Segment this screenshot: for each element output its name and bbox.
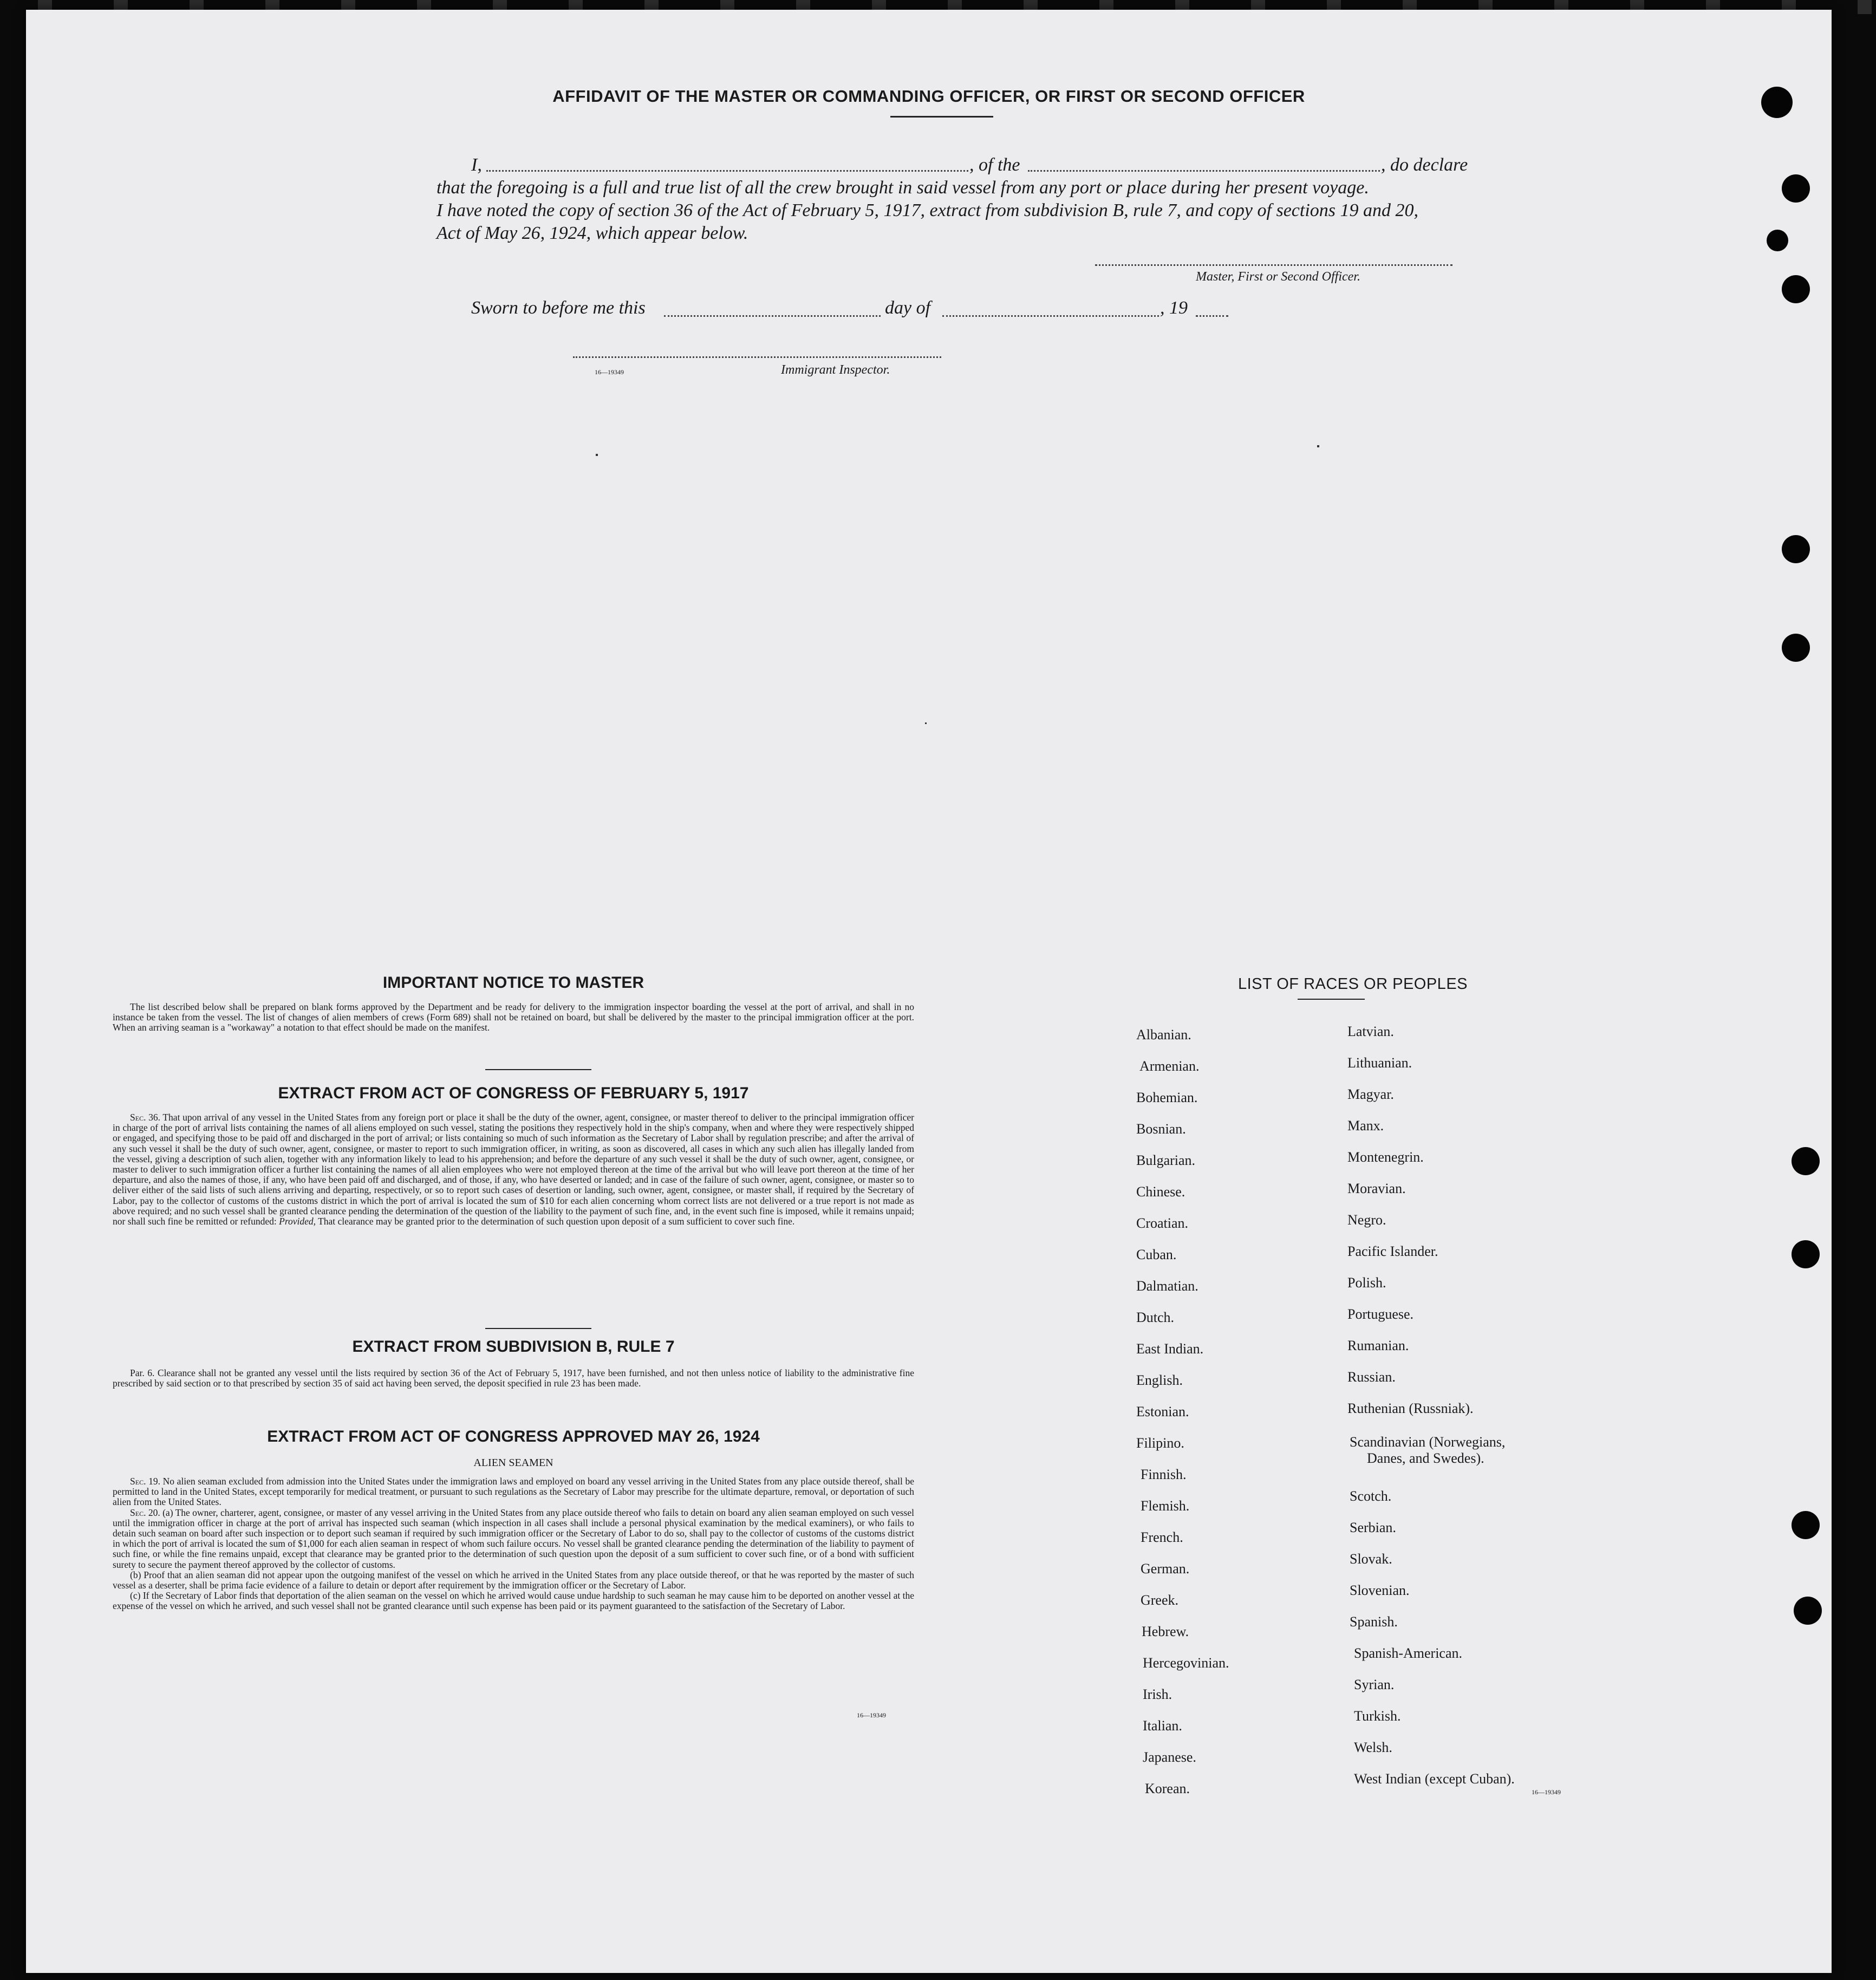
race-item: Bosnian.	[1136, 1121, 1186, 1137]
binder-hole	[1792, 1147, 1820, 1175]
race-item: Moravian.	[1347, 1181, 1406, 1196]
race-item: Danes, and Swedes).	[1367, 1450, 1484, 1466]
sec-36-label: Sec. 36.	[130, 1112, 160, 1123]
races-title: LIST OF RACES OR PEOPLES	[1237, 975, 1468, 993]
binder-hole	[1794, 1597, 1822, 1625]
race-item: Russian.	[1347, 1369, 1396, 1385]
binder-hole	[1782, 275, 1810, 303]
binder-hole	[1792, 1240, 1820, 1268]
race-item: Slovak.	[1350, 1551, 1392, 1567]
sec-19-label: Sec. 19.	[130, 1476, 160, 1487]
race-item: Montenegrin.	[1347, 1149, 1424, 1165]
race-item: Korean.	[1145, 1781, 1190, 1796]
extract-1924-title: EXTRACT FROM ACT OF CONGRESS APPROVED MAY 26, 1924	[267, 1428, 760, 1445]
affidavit-line-1-of: , of the	[969, 155, 1020, 175]
speck	[925, 722, 927, 724]
extract-1917-title: EXTRACT FROM ACT OF CONGRESS OF FEBRUARY 5, 1917	[278, 1084, 749, 1102]
affidavit-line-3: I have noted the copy of section 36 of the Act of February 5, 1917, extract from subdivision B, rule 7, and copy of sections 19 and 20,	[437, 200, 1419, 220]
form-number-races: 16—19349	[1532, 1788, 1561, 1796]
sworn-day-blank[interactable]	[664, 315, 881, 317]
sec-20-label: Sec. 20.	[130, 1507, 160, 1518]
affidavit-line-4: Act of May 26, 1924, which appear below.	[437, 223, 748, 243]
sec-36-text: That upon arrival of any vessel in the United States from any foreign port or place it shall be the duty of the owner, agent, consignee, or master thereof to deliver to the principal immigration officer in charge of the port of arrival lists containing the names of all aliens employed on such vessel, stating the positions they respectively hold in the ship's company, when and where they were respectively shipped or engaged, and specifying those to be paid off and discharged in the port of arrival; or lists containing so much of such information as the Secretary of Labor shall by regulation prescribe; and after the arrival of any such vessel it shall be the duty of such owner, agent, consignee, or master to report to such immigration officer, in writing, as soon as discovered, all cases in which any such alien has illegally landed from the vessel, giving a description of such alien, together with any information likely to lead to his apprehension; and before the departure of any such vessel it shall be the duty of such owner, agent, consignee, or master to deliver to such immigration officer a further list containing the names of all alien employees who were not employed thereon at the time of the arrival but who will leave port thereon at the time of her departure, and also the names of those, if any, who have been paid off and discharged, and of those, if any, who have deserted or landed; and in case of the failure of such owner, agent, consignee, or master so to deliver either of the said lists of such aliens arriving and departing, respectively, or so to report such cases of desertion or landing, such owner, agent, consignee, or master shall, if required by the Secretary of Labor, pay to the collector of customs of the customs district in which the port of arrival is located the sum of $10 for each alien concerning whom correct lists are not delivered or a true report is not made as above required; and no such vessel shall be granted clearance pending the determination of the question of the liability to the payment of such fine, and, in the event such fine is imposed, while it remains unpaid; nor shall such fine be remitted or refunded:	[113, 1112, 914, 1227]
year-text: , 19	[1160, 298, 1188, 318]
race-item: Turkish.	[1354, 1708, 1401, 1724]
race-item: Japanese.	[1143, 1749, 1196, 1765]
extract-1917-body	[113, 1112, 914, 1227]
signature-caption: Master, First or Second Officer.	[1196, 270, 1360, 284]
race-item: Scandinavian (Norwegians,	[1350, 1434, 1506, 1450]
form-number-left: 16—19349	[857, 1711, 886, 1719]
race-item: Hebrew.	[1142, 1624, 1189, 1639]
race-item: English.	[1136, 1372, 1183, 1388]
race-item: Portuguese.	[1347, 1306, 1414, 1322]
proviso-text: That clearance may be granted prior to the determination of such question upon deposit of a sum sufficient to cover such fine.	[318, 1216, 795, 1227]
binder-hole	[1792, 1511, 1820, 1539]
affidavit-line-2: that the foregoing is a full and true list of all the crew brought in said vessel from any port or place during her present voyage.	[437, 178, 1369, 198]
race-item: West Indian (except Cuban).	[1354, 1771, 1515, 1787]
race-item: Cuban.	[1136, 1247, 1177, 1262]
race-item: Estonian.	[1136, 1404, 1189, 1419]
form-number-top: 16—19349	[595, 368, 624, 376]
race-item: Magyar.	[1347, 1086, 1394, 1102]
race-item: Dalmatian.	[1136, 1278, 1198, 1294]
race-item: Scotch.	[1350, 1488, 1392, 1504]
race-item: Croatian.	[1136, 1215, 1189, 1231]
race-item: Irish.	[1143, 1686, 1172, 1702]
races-title-rule	[1298, 999, 1365, 1000]
extract-rule7-title: EXTRACT FROM SUBDIVISION B, RULE 7	[352, 1338, 675, 1356]
race-item: Filipino.	[1136, 1435, 1184, 1451]
document-page	[26, 10, 1832, 1973]
binder-hole	[1761, 87, 1793, 118]
title-rule	[890, 116, 993, 118]
binder-hole	[1782, 535, 1810, 563]
affidavit-line-1-i: I,	[471, 155, 482, 175]
notice-paragraph: The list described below shall be prepared on blank forms approved by the Department and be ready for delivery to the immigration inspector boarding the vessel at the port of arrival, and shall in no instance be taken from the vessel. The list of changes of alien members of crews (Form 689) shall not be retained on board, but shall be delivered by the master to the principal immigration officer at the port. When an arriving seaman is a "workaway" a notation to that effect should be made on the manifest.	[113, 1001, 914, 1033]
race-item: Welsh.	[1354, 1740, 1392, 1755]
extract-rule7-body	[113, 1368, 914, 1389]
notice-title: IMPORTANT NOTICE TO MASTER	[382, 974, 644, 992]
race-item: Bulgarian.	[1136, 1152, 1196, 1168]
speck	[596, 454, 598, 456]
race-item: Greek.	[1141, 1592, 1179, 1608]
race-item: Dutch.	[1136, 1310, 1175, 1325]
race-item: French.	[1141, 1529, 1183, 1545]
binder-hole	[1767, 230, 1788, 251]
proviso-label: Provided,	[279, 1216, 316, 1227]
signature-blank[interactable]	[1095, 264, 1452, 266]
sec-20a-text: (a) The owner, charterer, agent, consignee, or master of any vessel arriving in the United States from any place outside thereof who fails to detain on board any alien seaman employed on such vessel until the immigration officer in charge at the port of arrival has inspected such seaman (which inspection in all cases shall include a personal physical examination by the medical examiners), or who fails to detain such seaman on board after such inspection or to deport such seaman if required by such immigration officer or the Secretary of Labor to do so, shall pay to the collector of customs of the customs district in which the port of arrival is located the sum of $1,000 for each alien seaman in respect of whom such failure occurs. No vessel shall be granted clearance pending the determination of the liability to payment of such fine, or while the fine remains unpaid, except that clearance may be granted prior to the determination of such question upon the deposit of a sum sufficient to cover such fine, or of a bond with sufficient surety to secure the payment thereof approved by the collector of customs.	[113, 1507, 914, 1570]
race-item: Manx.	[1347, 1118, 1384, 1134]
vessel-blank[interactable]	[1028, 170, 1380, 172]
race-item: Serbian.	[1350, 1520, 1396, 1535]
name-blank[interactable]	[486, 170, 968, 172]
rule7-paragraph: Par. 6. Clearance shall not be granted any vessel until the lists required by section 36 of the Act of February 5, 1917, have been furnished, and not then unless notice of liability to the administrative fine prescribed by said section or to that prescribed by section 35 of said act having been served, the deposit specified in rule 23 has been made.	[113, 1367, 914, 1389]
divider	[485, 1328, 591, 1329]
year-blank[interactable]	[1196, 315, 1228, 317]
affidavit-line-1-declare: , do declare	[1381, 155, 1468, 175]
race-item: Slovenian.	[1350, 1582, 1410, 1598]
race-item: Bohemian.	[1136, 1090, 1198, 1105]
day-of-text: day of	[885, 298, 931, 318]
alien-seamen-subtitle: ALIEN SEAMEN	[473, 1457, 553, 1469]
inspector-caption: Immigrant Inspector.	[781, 363, 890, 377]
race-item: Lithuanian.	[1347, 1055, 1412, 1071]
race-item: Pacific Islander.	[1347, 1243, 1438, 1259]
extract-1924-body	[113, 1476, 914, 1612]
affidavit-title: AFFIDAVIT OF THE MASTER OR COMMANDING OFFICER, OR FIRST OR SECOND OFFICER	[552, 87, 1305, 106]
race-item: Polish.	[1347, 1275, 1386, 1291]
race-item: Hercegovinian.	[1143, 1655, 1229, 1671]
divider	[485, 1069, 591, 1070]
race-item: Negro.	[1347, 1212, 1386, 1228]
race-item: Albanian.	[1136, 1027, 1191, 1043]
race-item: Rumanian.	[1347, 1338, 1409, 1353]
sworn-text: Sworn to before me this	[471, 298, 646, 318]
race-item: Armenian.	[1139, 1058, 1200, 1074]
notice-body	[113, 1002, 914, 1033]
sec-19-text: No alien seaman excluded from admission into the United States under the immigration laws and employed on board any vessel arriving in the United States from any place outside thereof, shall be permitted to land in the United States, except temporarily for medical treatment, or pursuant to such regulations as the Secretary of Labor may prescribe for the ultimate departure, removal, or deportation of such alien from the United States.	[113, 1476, 914, 1508]
month-blank[interactable]	[942, 315, 1159, 317]
race-item: Finnish.	[1141, 1467, 1187, 1482]
speck	[1317, 445, 1319, 447]
sec-20c-text: (c) If the Secretary of Labor finds that deportation of the alien seaman on the vessel on which he arrived would cause undue hardship to such seaman he may cause him to be deported on another vessel at the expense of the vessel on which he arrived, and such vessel shall not be granted clearance until such expense has been paid or its payment guaranteed to the satisfaction of the Secretary of Labor.	[113, 1590, 914, 1612]
race-item: East Indian.	[1136, 1341, 1204, 1357]
race-item: Ruthenian (Russniak).	[1347, 1401, 1474, 1416]
race-item: Chinese.	[1136, 1184, 1185, 1200]
binder-hole	[1782, 174, 1810, 203]
race-item: Syrian.	[1354, 1677, 1395, 1692]
race-item: Italian.	[1143, 1718, 1182, 1734]
race-item: Spanish.	[1350, 1614, 1398, 1630]
binder-hole	[1782, 634, 1810, 662]
inspector-blank[interactable]	[573, 356, 941, 358]
race-item: German.	[1141, 1561, 1190, 1577]
sec-20b-text: (b) Proof that an alien seaman did not appear upon the outgoing manifest of the vessel on which he arrived in the United States from any place outside thereof, or that he was reported by the master of such vessel as a deserter, shall be prima facie evidence of a failure to detain or deport after requirement by the immigration officer or the Secretary of Labor.	[113, 1569, 914, 1591]
race-item: Flemish.	[1141, 1498, 1190, 1514]
race-item: Latvian.	[1347, 1024, 1394, 1039]
race-item: Spanish-American.	[1354, 1645, 1463, 1661]
